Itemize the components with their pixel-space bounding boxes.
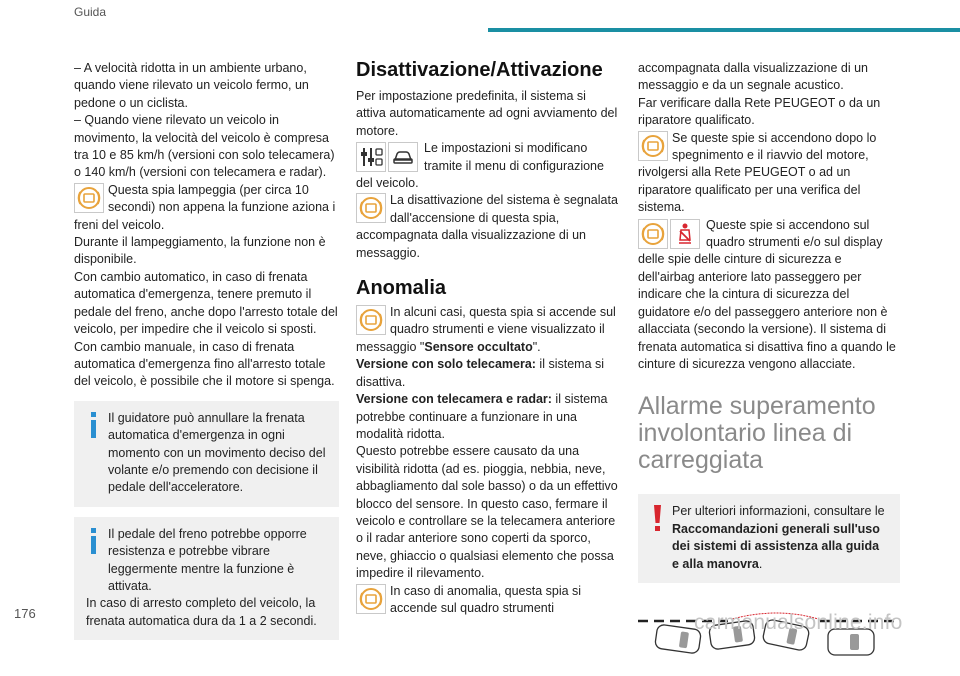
section-heading: Anomalia (356, 277, 447, 300)
paragraph: Versione con telecamera e radar: il sistema potrebbe continuare a funzionare in una modalità ridotta. (356, 392, 608, 441)
section-title: Allarme superamento involontario linea di carreggiata (638, 392, 876, 475)
brake-warning-icon (638, 131, 668, 161)
note-text: Il pedale del freno potrebbe opporre resistenza e potrebbe vibrare leggermente mentre la funzione è attivata. (108, 526, 307, 593)
paragraph: accompagnata dalla visualizzazione di un messaggio e da un segnale acustico. (638, 61, 869, 93)
section-heading: Disattivazione/Attivazione (356, 59, 603, 81)
paragraph: – A velocità ridotta in un ambiente urbano, quando viene rilevato un veicolo fermo, un pedone o un ciclista. (74, 61, 309, 110)
note-text: Il guidatore può annullare la frenata automatica d'emergenza in ogni momento con un movimento deciso del volante e/o premendo con decisione il pedale dell'acceleratore. (108, 410, 326, 495)
paragraph: Versione con solo telecamera: il sistema si disattiva. (356, 357, 605, 389)
brake-warning-icon (638, 219, 668, 249)
fault-warning-icon (356, 584, 386, 614)
info-icon (86, 411, 102, 439)
icon-group (356, 142, 420, 172)
paragraph: Con cambio manuale, in caso di frenata automatica d'emergenza fino all'arresto totale del veicolo, è possibile che il motore si spenga. (74, 339, 335, 389)
paragraph: Questa spia lampeggia (per circa 10 secondi) non appena la funzione aziona i freni del veicolo. (74, 182, 336, 232)
paragraph: Queste spie si accendono sul quadro strumenti e/o sul display delle spie delle cinture di sicurezza e dell'airbag anteriore lato passeggero per indicare che la cintura di sicurezza del guidatore e/o del passeggero anteriore non è allacciata (secondo la versione). Il sistema di frenata automatica si disattiva fino a quando le cinture di sicurezza vengono allacciate. (638, 217, 896, 371)
column-1 (74, 60, 339, 640)
note-text: In caso di arresto completo del veicolo, la frenata automatica dura da 1 a 2 secondi. (86, 596, 317, 628)
seatbelt-icon (670, 219, 700, 249)
car-icon (388, 142, 418, 172)
paragraph: Far verificare dalla Rete PEUGEOT o da un riparatore qualificato. (638, 95, 881, 128)
header-accent-bar (488, 28, 960, 32)
info-note (74, 401, 339, 507)
warning-note (638, 494, 900, 583)
info-icon (86, 527, 102, 555)
paragraph: Con cambio automatico, in caso di frenata automatica d'emergenza, tenere premuto il pedale del freno, anche dopo l'arresto totale del veicolo, per impedire che il veicolo si sposti. (74, 269, 338, 337)
paragraph: Le impostazioni si modificano tramite il menu di configurazione del veicolo. (356, 141, 604, 191)
column-3 (638, 60, 900, 671)
info-note (74, 517, 339, 640)
paragraph: Se queste spie si accendono dopo lo spegnimento e il riavvio del motore, rivolgersi alla Rete PEUGEOT o ad un riparatore qualificato per una verifica del sistema. (638, 130, 877, 215)
paragraph: Durante il lampeggiamento, la funzione non è disponibile. (74, 235, 326, 267)
brake-off-warning-icon (356, 193, 386, 223)
paragraph: – Quando viene rilevato un veicolo in movimento, la velocità del veicolo è compresa tra 10 e 85 km/h (versioni con solo telecamera) o 140 km/h (versioni con telecamera e radar). (74, 113, 335, 180)
note-text: Per ulteriori informazioni, consultare le Raccomandazioni generali sull'uso dei sistemi di assistenza alla guida e alla manovra. (672, 504, 885, 571)
icon-group (638, 219, 702, 249)
paragraph: Questo potrebbe essere causato da una visibilità ridotta (ad es. pioggia, nebbia, neve, abbagliamento dal sole basso) o da un effettivo blocco del sensore. In questo caso, fermare il veicolo e controllare se la telecamera anteriore o il radar anteriore sono coperti da sporco, neve, ghiaccio o qualsiasi elemento che possa impedire il rilevamento. (356, 444, 618, 581)
settings-menu-icon (356, 142, 386, 172)
header-section: Guida (74, 5, 107, 19)
paragraph: In alcuni casi, questa spia si accende sul quadro strumenti e viene visualizzato il messaggio "Sensore occultato". (356, 305, 616, 354)
brake-warning-icon (74, 183, 104, 213)
paragraph: Per impostazione predefinita, il sistema si attiva automaticamente ad ogni avviamento del motore. (356, 89, 618, 138)
sensor-warning-icon (356, 305, 386, 335)
paragraph: La disattivazione del sistema è segnalata dall'accensione di questa spia, accompagnata dalla visualizzazione di un messaggio. (356, 193, 618, 260)
page-number: 176 (14, 606, 36, 621)
paragraph: In caso di anomalia, questa spia si accende sul quadro strumenti (390, 583, 582, 615)
alert-icon (650, 504, 666, 532)
watermark: carmanualsonline.info (694, 611, 903, 634)
column-2 (356, 58, 619, 617)
